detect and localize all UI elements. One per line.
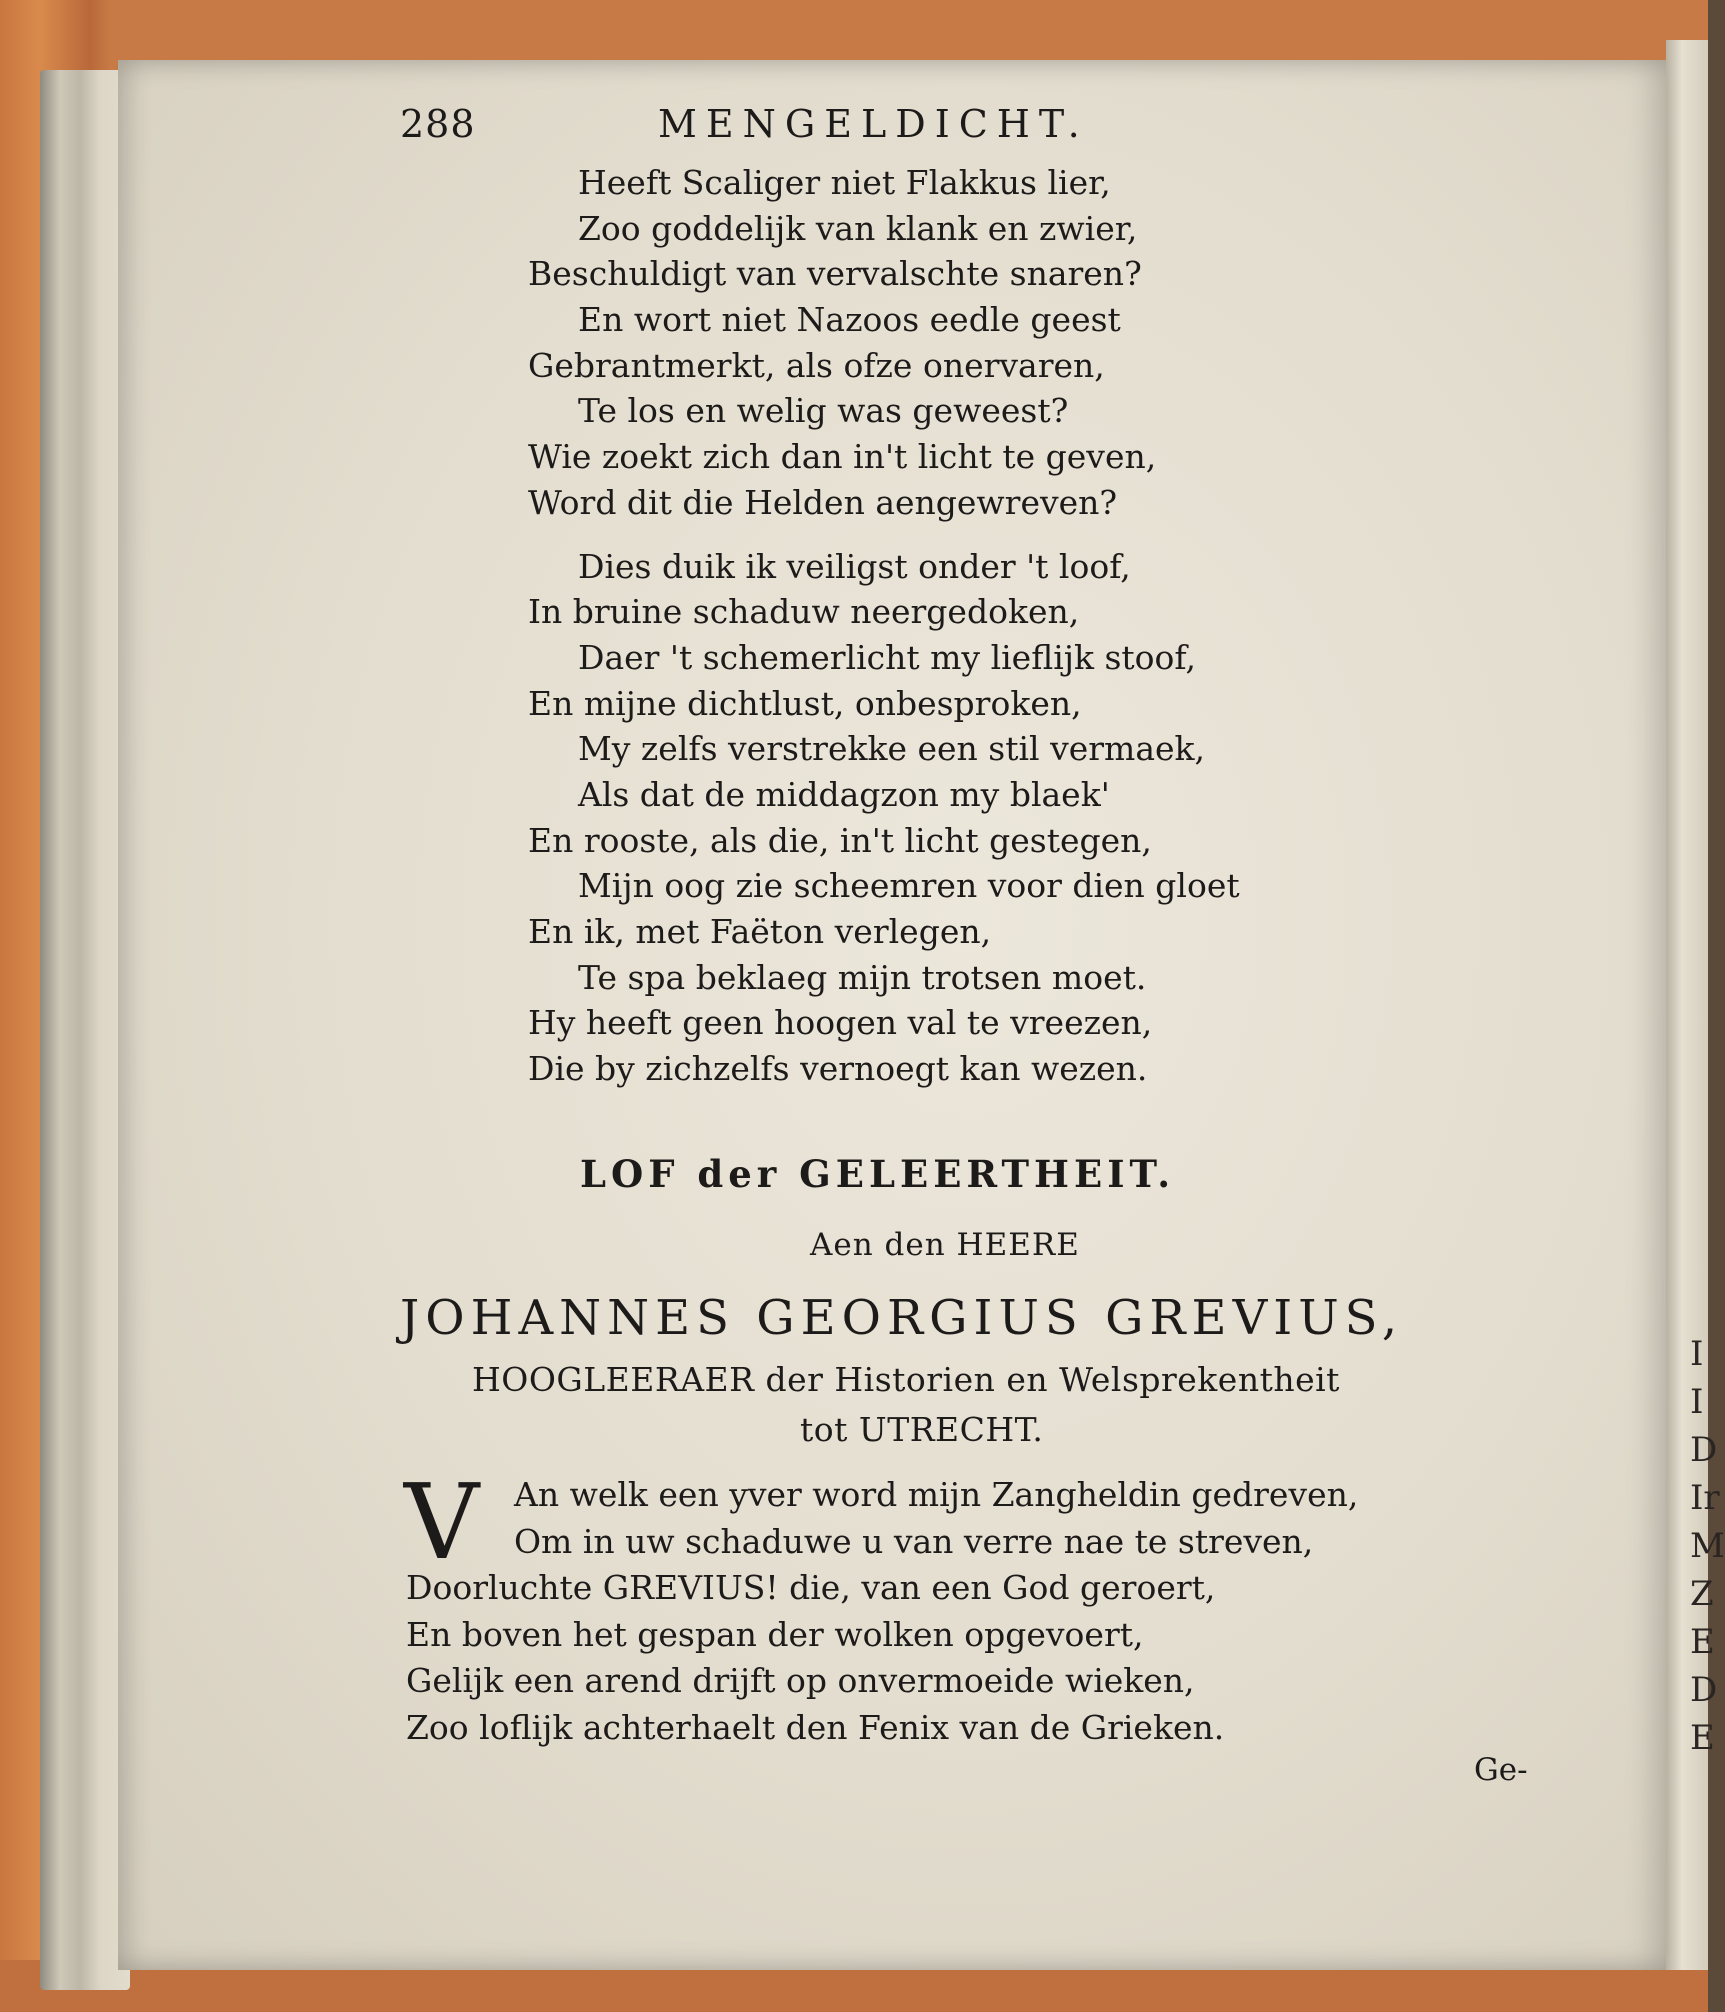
poem-line: Te spa beklaeg mijn trotsen moet.	[578, 957, 1147, 997]
section-title: LOF der GELEERTHEIT.	[580, 1152, 1176, 1196]
dedicatee-title: HOOGLEERAER der Historien en Welsprekentheit	[472, 1360, 1340, 1399]
drop-cap: V	[404, 1461, 480, 1583]
dedication-line: Aen den HEERE	[810, 1227, 1080, 1263]
verse-line: En boven het gespan der wolken opgevoert,	[406, 1614, 1144, 1654]
poem-line: En ik, met Faëton verlegen,	[528, 912, 992, 951]
poem-line: Word dit die Helden aengewreven?	[528, 482, 1118, 522]
poem-line: Zoo goddelijk van klank en zwier,	[578, 208, 1138, 248]
poem-stanzas	[528, 160, 1240, 1092]
page-number: 288	[400, 102, 476, 146]
poem-line: Beschuldigt van vervalschte snaren?	[528, 254, 1142, 294]
poem-line: En mijne dichtlust, onbesproken,	[528, 683, 1082, 723]
dedicatee-name: JOHANNES GEORGIUS GREVIUS,	[400, 1290, 1404, 1346]
poem-line: My zelfs verstrekke een stil vermaek,	[578, 729, 1206, 769]
catchword: Ge-	[1474, 1752, 1528, 1788]
stanza-break	[528, 526, 1240, 544]
poem-line: In bruine schaduw neergedoken,	[528, 592, 1080, 632]
poem-line: Wie zoekt zich dan in't licht te geven,	[528, 437, 1157, 477]
poem-line: Gebrantmerkt, als ofze onervaren,	[528, 345, 1105, 385]
dedicatee-location: tot UTRECHT.	[800, 1410, 1044, 1449]
poem-line: Dies duik ik veiligst onder 't loof,	[578, 546, 1131, 586]
running-title: MENGELDICHT.	[658, 102, 1089, 146]
poem-line: Daer 't schemerlicht my lieflijk stoof,	[578, 637, 1196, 677]
poem-line: Hy heeft geen hoogen val te vreezen,	[528, 1003, 1153, 1043]
poem-line: Die by zichzelfs vernoegt kan wezen.	[528, 1049, 1148, 1089]
page-stack-edge	[40, 70, 130, 1990]
verse-line: Zoo loflijk achterhaelt den Fenix van de Grieken.	[406, 1707, 1225, 1747]
verse-line: Doorluchte GREVIUS! die, van een God geroert,	[406, 1568, 1216, 1607]
verse-opening	[404, 1461, 1359, 1751]
verse-line: Om in uw schaduwe u van verre nae te streven,	[514, 1521, 1314, 1561]
verse-line: Gelijk een arend drijft op onvermoeide wieken,	[406, 1661, 1195, 1700]
poem-line: En rooste, als die, in't licht gestegen,	[528, 820, 1152, 860]
poem-line: En wort niet Nazoos eedle geest	[578, 300, 1121, 340]
facing-page-text-fragment: I I D Ir M Z E D E	[1690, 1334, 1725, 1758]
poem-line: Mijn oog zie scheemren voor dien gloet	[578, 866, 1240, 906]
poem-line: Heeft Scaliger niet Flakkus lier,	[578, 163, 1111, 202]
verse-line: An welk een yver word mijn Zangheldin gedreven,	[514, 1475, 1359, 1514]
poem-line: Als dat de middagzon my blaek'	[578, 774, 1110, 814]
poem-line: Te los en welig was geweest?	[578, 391, 1069, 431]
